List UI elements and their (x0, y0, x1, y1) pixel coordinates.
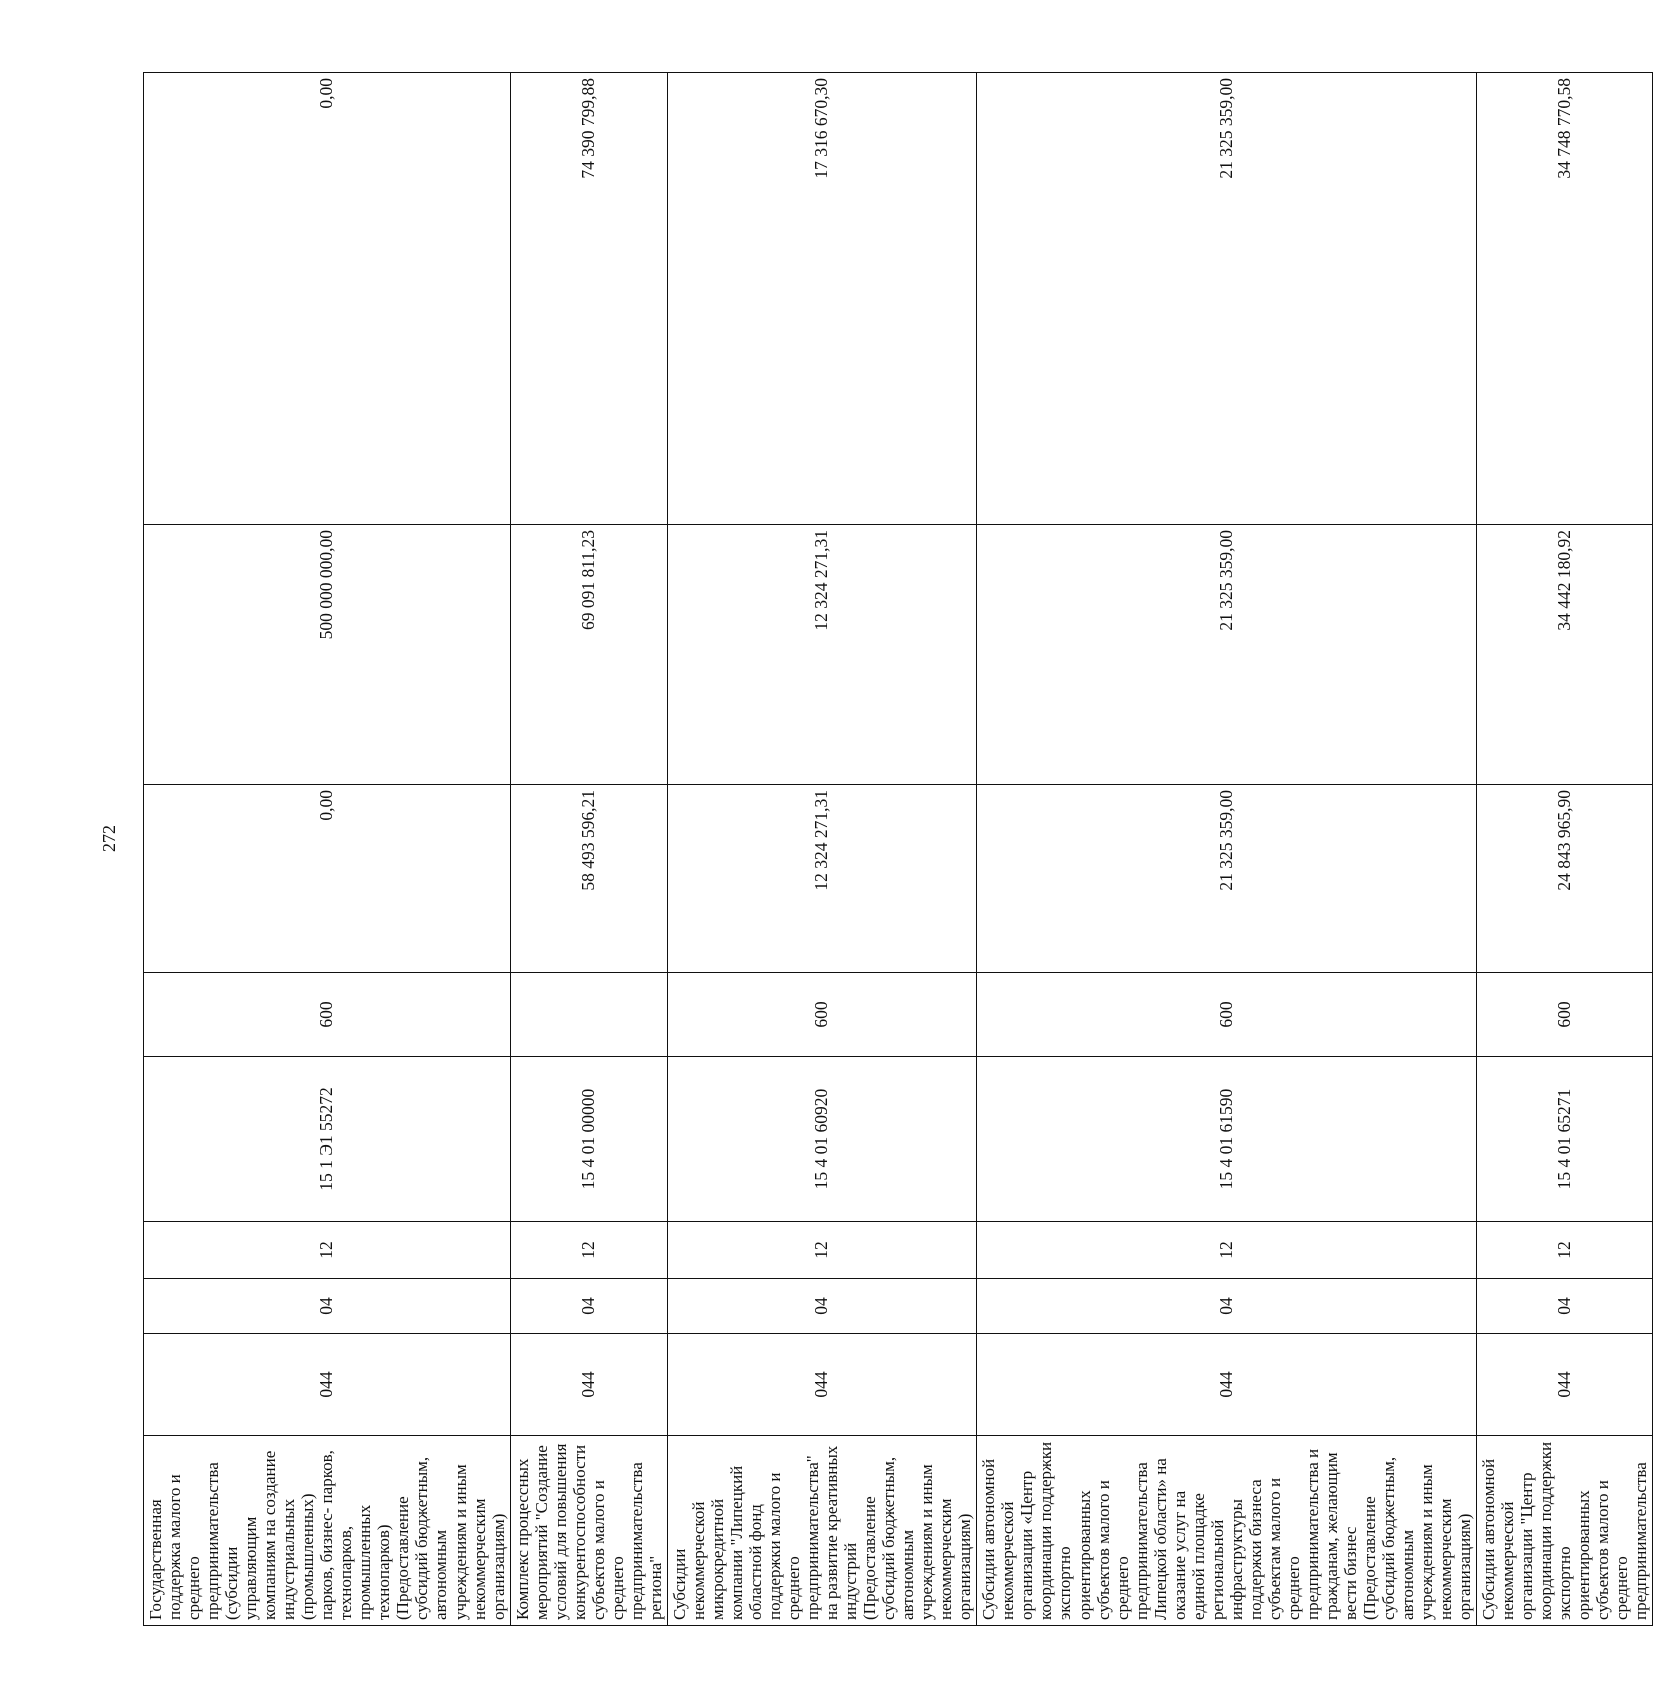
sum-year3: 17 316 670,30 (667, 73, 977, 525)
rz-code: 04 (1477, 1279, 1653, 1334)
rz-code: 04 (977, 1279, 1477, 1334)
ved-code: 044 (977, 1334, 1477, 1436)
sum-year2: 34 442 180,92 (1477, 525, 1653, 785)
csr-code: 15 4 01 00000 (510, 1057, 667, 1222)
sum-year2: 500 000 000,00 (144, 525, 511, 785)
pr-code: 12 (977, 1222, 1477, 1279)
csr-code: 15 1 Э1 55272 (144, 1057, 511, 1222)
table-row (977, 73, 1477, 1626)
table-row (1477, 73, 1653, 1626)
csr-code: 15 4 01 65271 (1477, 1057, 1653, 1222)
sum-year3: 34 748 770,58 (1477, 73, 1653, 525)
budget-table-sheet (143, 73, 1651, 1626)
rz-code: 04 (144, 1279, 511, 1334)
ved-code: 044 (144, 1334, 511, 1436)
sum-year3: 74 390 799,88 (510, 73, 667, 525)
rz-code: 04 (510, 1279, 667, 1334)
ved-code: 044 (667, 1334, 977, 1436)
row-name: Субсидии некоммерческой микрокредитной компании "Липецкий областной фонд поддержки малого и среднего предпринимательства" на развитие креативных индустрий (Предоставление субсидий бюджетным, автономным учреждениям и иным некоммерческим организациям) (667, 1436, 977, 1626)
sum-year3: 21 325 359,00 (977, 73, 1477, 525)
sum-year2: 21 325 359,00 (977, 525, 1477, 785)
row-name: Субсидии автономной некоммерческой организации "Центр координации поддержки экспортно ориентированных субъектов малого и среднего предпринимательства (1477, 1436, 1653, 1626)
sum-year1: 58 493 596,21 (510, 785, 667, 973)
table-row (510, 73, 667, 1626)
vr-code: 600 (144, 973, 511, 1057)
vr-code (510, 973, 667, 1057)
budget-table (143, 72, 1653, 1626)
vr-code: 600 (1477, 973, 1653, 1057)
pr-code: 12 (144, 1222, 511, 1279)
sum-year1: 21 325 359,00 (977, 785, 1477, 973)
sum-year1: 12 324 271,31 (667, 785, 977, 973)
ved-code: 044 (510, 1334, 667, 1436)
vr-code: 600 (667, 973, 977, 1057)
vr-code: 600 (977, 973, 1477, 1057)
csr-code: 15 4 01 60920 (667, 1057, 977, 1222)
csr-code: 15 4 01 61590 (977, 1057, 1477, 1222)
row-name: Государственная поддержка малого и среднего предпринимательства (субсидии управляющим компаниям на создание индустриальных (промышленных) парков, бизнес- парков, технопарков, промышленных технопарков) (Предоставление субсидий бюджетным, автономным учреждениям и иным некоммерческим организациям) (144, 1436, 511, 1626)
pr-code: 12 (1477, 1222, 1653, 1279)
table-row (144, 73, 511, 1626)
row-name: Субсидии автономной некоммерческой организации «Центр координации поддержки экспортно ориентированных субъектов малого и среднего предпринимательства Липецкой области» на оказание услуг на единой площадке региональной инфраструктуры поддержки бизнеса субъектам малого и среднего предпринимательства и гражданам, желающим вести бизнес (Предоставление субсидий бюджетным, автономным учреждениям и иным некоммерческим организациям) (977, 1436, 1477, 1626)
sum-year2: 12 324 271,31 (667, 525, 977, 785)
table-row (667, 73, 977, 1626)
sum-year1: 0,00 (144, 785, 511, 973)
pr-code: 12 (510, 1222, 667, 1279)
rz-code: 04 (667, 1279, 977, 1334)
sum-year2: 69 091 811,23 (510, 525, 667, 785)
page-number: 272 (99, 825, 119, 852)
ved-code: 044 (1477, 1334, 1653, 1436)
sum-year3: 0,00 (144, 73, 511, 525)
sum-year1: 24 843 965,90 (1477, 785, 1653, 973)
pr-code: 12 (667, 1222, 977, 1279)
row-name: Комплекс процессных мероприятий "Создание условий для повышения конкурентоспособности субъектов малого и среднего предпринимательства региона" (510, 1436, 667, 1626)
